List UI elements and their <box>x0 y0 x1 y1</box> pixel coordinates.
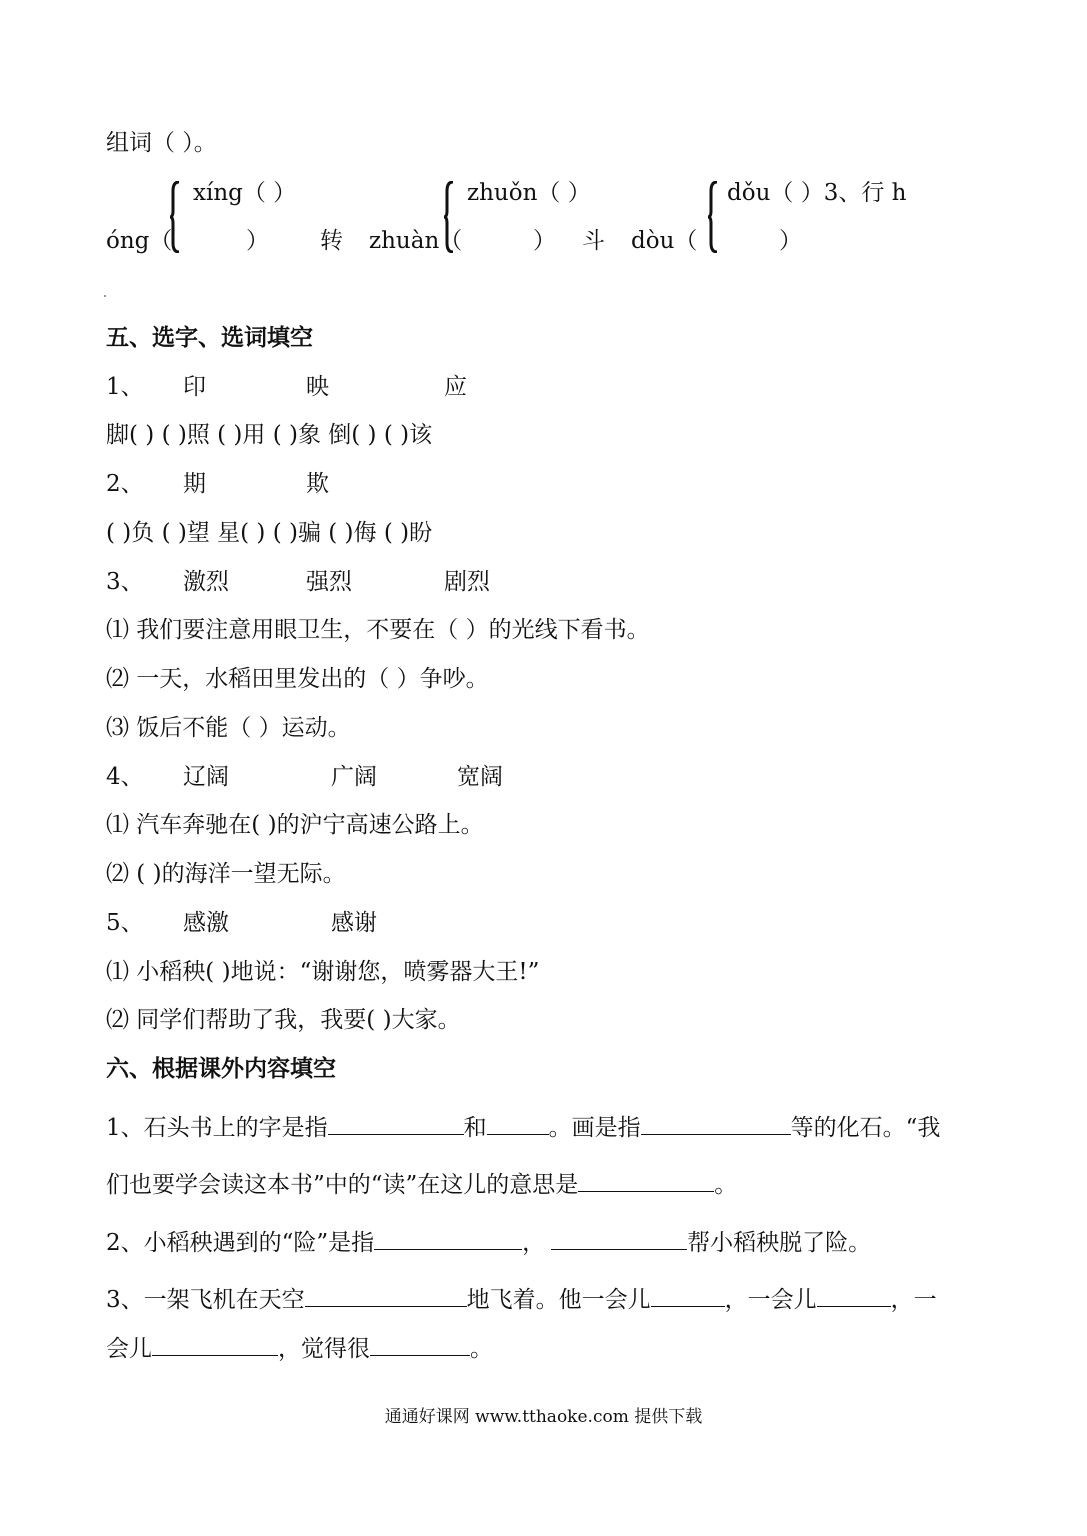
answer-blank <box>487 1112 549 1135</box>
q2-choice: 欺 <box>306 471 329 497</box>
s6-q2-line <box>106 1227 871 1258</box>
answer-blank <box>152 1333 278 1356</box>
scan-dot <box>104 295 106 297</box>
section-five-title: 五、选字、选词填空 <box>106 325 313 351</box>
s6-q3-text: ，一 <box>890 1287 937 1313</box>
paren-close: ） <box>779 228 802 254</box>
q4-sentence-2: ⑵ ( )的海洋一望无际。 <box>106 861 346 887</box>
group-words-line: 组词（ ）。 <box>106 130 217 156</box>
q2-choice: 期 <box>183 471 206 497</box>
zhuan-pinyin-1: zhuǒn（ ） <box>467 180 591 206</box>
dou-pinyin-1: dǒu（ ）3、行 h <box>727 180 907 206</box>
zhuan-char: 转 <box>320 228 343 254</box>
s6-q3-line1 <box>106 1284 937 1315</box>
s6-q1-text: 等的化石。“我 <box>790 1115 941 1141</box>
q3-choice: 强烈 <box>306 569 352 595</box>
s6-q1-text: 。画是指 <box>548 1115 641 1141</box>
q4-number: 4、 <box>106 764 144 790</box>
paren-close: ） <box>533 228 556 254</box>
answer-blank <box>374 1227 522 1250</box>
answer-blank <box>305 1284 467 1307</box>
s6-q2-text: ， <box>522 1230 546 1256</box>
paren-close: ） <box>246 228 269 254</box>
q4-sentence-1: ⑴ 汽车奔驰在( )的沪宁高速公路上。 <box>106 812 484 838</box>
q5-sentence-2: ⑵ 同学们帮助了我，我要( )大家。 <box>106 1007 461 1033</box>
zhuan-pinyin-2: zhuàn（ <box>369 228 463 254</box>
q1-choice: 映 <box>306 374 329 400</box>
s6-q3-text: 地飞着。他一会儿 <box>466 1287 651 1313</box>
q5-choice: 感激 <box>183 910 229 936</box>
dou-pinyin-2: dòu（ <box>631 228 698 254</box>
answer-blank <box>578 1169 714 1192</box>
answer-blank <box>817 1284 891 1307</box>
s6-q3-text: 会儿 <box>106 1336 152 1362</box>
q1-number: 1、 <box>106 374 144 400</box>
s6-q1-text: 们也要学会读这本书”中的“读”在这儿的意思是 <box>106 1172 579 1198</box>
q3-sentence-3: ⑶ 饭后不能（ ）运动。 <box>106 715 351 741</box>
s6-q1-line2 <box>106 1169 737 1200</box>
q4-choice: 宽阔 <box>457 764 503 790</box>
hang-pinyin: óng（ <box>106 228 173 254</box>
brace-icon <box>708 181 718 253</box>
q4-choice: 辽阔 <box>183 764 229 790</box>
answer-blank <box>370 1333 470 1356</box>
section-six-title: 六、根据课外内容填空 <box>106 1056 336 1082</box>
s6-q3-text: ，一会儿 <box>724 1287 817 1313</box>
q2-number: 2、 <box>106 471 144 497</box>
q2-fill-line: ( )负 ( )望 星( ) ( )骗 ( )侮 ( )盼 <box>106 520 433 546</box>
q3-sentence-1: ⑴ 我们要注意用眼卫生，不要在（ ）的光线下看书。 <box>106 617 650 643</box>
q3-number: 3、 <box>106 569 144 595</box>
q3-sentence-2: ⑵ 一天，水稻田里发出的（ ）争吵。 <box>106 666 489 692</box>
s6-q1-text: 1、石头书上的字是指 <box>106 1115 328 1141</box>
q5-sentence-1: ⑴ 小稻秧( )地说：“谢谢您，喷雾器大王!” <box>106 959 540 985</box>
s6-q1-line1 <box>106 1112 940 1143</box>
xing-pinyin: xíng（ ） <box>193 180 297 206</box>
answer-blank <box>651 1284 725 1307</box>
q3-choice: 激烈 <box>183 569 229 595</box>
answer-blank <box>641 1112 791 1135</box>
q1-choice: 应 <box>444 374 467 400</box>
s6-q2-text: 2、小稻秧遇到的“险”是指 <box>106 1230 375 1256</box>
answer-blank <box>551 1227 687 1250</box>
q5-choice: 感谢 <box>331 910 377 936</box>
q3-choice: 剧烈 <box>444 569 490 595</box>
s6-q3-line2 <box>106 1333 493 1364</box>
q4-choice: 广阔 <box>331 764 377 790</box>
s6-q2-text: 帮小稻秧脱了险。 <box>687 1230 872 1256</box>
s6-q3-text: ，觉得很 <box>278 1336 370 1362</box>
footer-credit: 通通好课网 www.tthaoke.com 提供下载 <box>384 1407 703 1427</box>
q1-choice: 印 <box>183 374 206 400</box>
s6-q3-text: 。 <box>470 1336 493 1362</box>
s6-q3-text: 3、一架飞机在天空 <box>106 1287 305 1313</box>
s6-q1-text: 和 <box>463 1115 487 1141</box>
dou-char: 斗 <box>582 228 605 254</box>
answer-blank <box>328 1112 464 1135</box>
q5-number: 5、 <box>106 910 144 936</box>
s6-q1-text: 。 <box>714 1172 738 1198</box>
q1-fill-line: 脚( ) ( )照 ( )用 ( )象 倒( ) ( )该 <box>106 422 433 448</box>
